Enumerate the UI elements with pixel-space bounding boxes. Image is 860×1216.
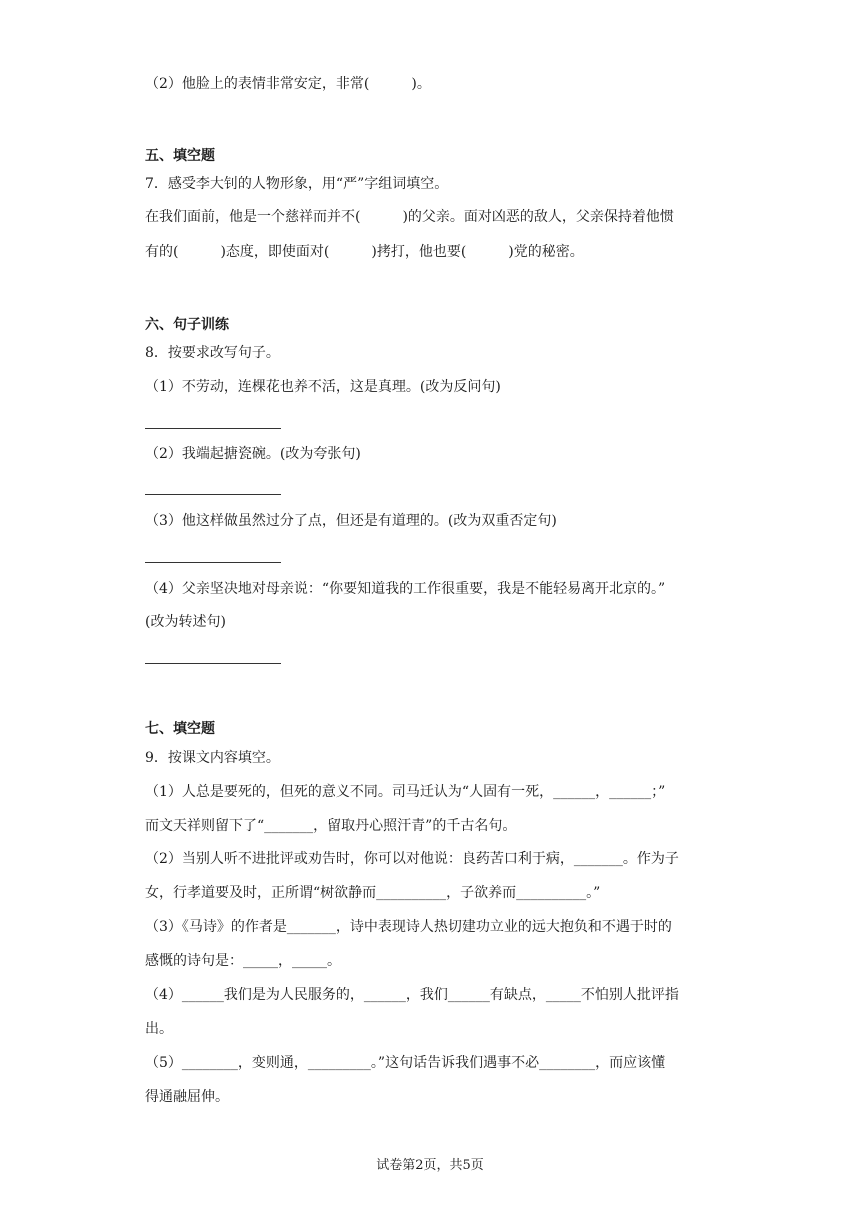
q9-item-4-line-1: （4）______我们是为人民服务的，______，我们______有缺点，_____不怕别人批评指 bbox=[145, 987, 679, 1003]
q9-item-2-line-1: （2）当别人听不进批评或劝告时，你可以对他说：良药苦口利于病，_______。作为子 bbox=[145, 851, 679, 867]
q8-answer-line-4[interactable] bbox=[145, 663, 281, 664]
q8-item-4-line-1: （4）父亲坚决地对母亲说：“你要知道我的工作很重要，我是不能轻易离开北京的。” bbox=[145, 581, 666, 597]
q9-item-5-line-2: 得通融屈伸。 bbox=[145, 1089, 229, 1105]
q8-answer-line-2[interactable] bbox=[145, 494, 281, 495]
q9-item-3-line-1: （3）《马诗》的作者是_______，诗中表现诗人热切建功立业的远大抱负和不遇于时的 bbox=[145, 919, 672, 935]
page-footer: 试卷第2页，共5页 bbox=[376, 1158, 484, 1173]
q6-item-2: （2）他脸上的表情非常安定，非常( )。 bbox=[145, 76, 431, 92]
q8-item-1: （1）不劳动，连棵花也养不活，这是真理。(改为反问句) bbox=[145, 379, 501, 395]
q9-item-1-line-1: （1）人总是要死的，但死的意义不同。司马迁认为“人固有一死，______，______；” bbox=[145, 784, 666, 800]
q9-item-1-line-2: 而文天祥则留下了“_______，留取丹心照汗青”的千古名句。 bbox=[145, 818, 517, 834]
q7-text-line-1: 在我们面前，他是一个慈祥而并不( )的父亲。面对凶恶的敌人，父亲保持着他惯 bbox=[145, 209, 674, 225]
q9-item-2-line-2: 女，行孝道要及时，正所谓“树欲静而__________，子欲养而__________。” bbox=[145, 885, 601, 901]
q8-prompt: 8．按要求改写句子。 bbox=[145, 345, 280, 361]
q8-answer-line-1[interactable] bbox=[145, 428, 281, 429]
q9-item-5-line-1: （5）________，变则通，_________。”这句话告诉我们遇事不必________，而应该懂 bbox=[145, 1055, 666, 1071]
q8-answer-line-3[interactable] bbox=[145, 562, 281, 563]
section-7-heading: 七、填空题 bbox=[145, 721, 215, 737]
q7-text-line-2: 有的( )态度，即使面对( )拷打，他也要( )党的秘密。 bbox=[145, 244, 584, 260]
q8-item-2: （2）我端起搪瓷碗。(改为夸张句) bbox=[145, 446, 361, 462]
q8-item-3: （3）他这样做虽然过分了点，但还是有道理的。(改为双重否定句) bbox=[145, 513, 557, 529]
section-5-heading: 五、填空题 bbox=[145, 148, 215, 164]
section-6-heading: 六、句子训练 bbox=[145, 317, 229, 333]
q9-item-4-line-2: 出。 bbox=[145, 1021, 173, 1037]
q9-prompt: 9．按课文内容填空。 bbox=[145, 750, 280, 766]
q9-item-3-line-2: 感慨的诗句是：_____，_____。 bbox=[145, 953, 341, 969]
q8-item-4-line-2: (改为转述句) bbox=[145, 614, 226, 630]
q7-prompt: 7．感受李大钊的人物形象，用“严”字组词填空。 bbox=[145, 176, 449, 192]
